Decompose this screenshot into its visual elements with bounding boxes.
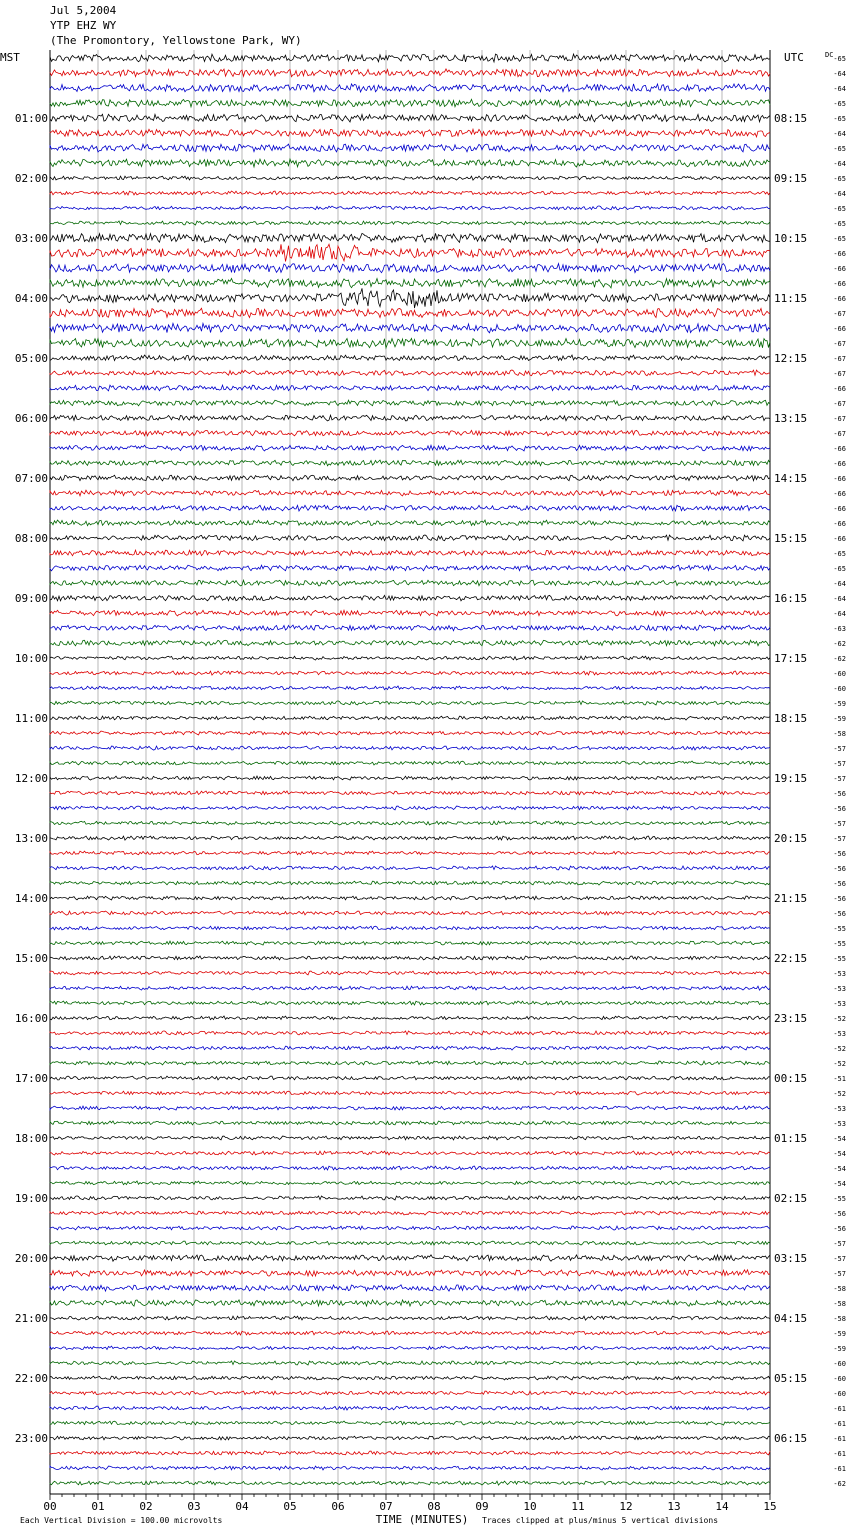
trace-row: [50, 776, 770, 780]
x-tick-label: 15: [763, 1500, 777, 1513]
dc-offset-label: -66: [833, 535, 846, 543]
dc-offset-label: -67: [833, 355, 846, 363]
x-tick-label: 14: [715, 1500, 729, 1513]
dc-offset-label: -64: [833, 610, 846, 618]
x-tick-label: 11: [571, 1500, 585, 1513]
trace-row: [50, 701, 770, 705]
trace-row: [50, 54, 770, 62]
trace-row: [50, 279, 770, 288]
mst-hour-label: 01:00: [14, 112, 48, 125]
trace-row: [50, 836, 770, 840]
mst-hour-label: 21:00: [14, 1312, 48, 1325]
utc-hour-label: 10:15: [774, 232, 808, 245]
trace-row: [50, 550, 770, 556]
dc-offset-label: -56: [833, 1210, 846, 1218]
dc-offset-label: -66: [833, 250, 846, 258]
dc-offset-label: -58: [833, 730, 846, 738]
date-title: Jul 5,2004: [50, 4, 117, 17]
trace-row: [50, 1016, 770, 1020]
dc-offset-label: -56: [833, 790, 846, 798]
mst-hour-label: 14:00: [14, 892, 48, 905]
dc-offset-label: -66: [833, 295, 846, 303]
x-tick-label: 10: [523, 1500, 537, 1513]
trace-row: [50, 671, 770, 675]
trace-row: [50, 926, 770, 930]
utc-hour-label: 06:15: [774, 1432, 808, 1445]
trace-row: [50, 505, 770, 511]
dc-offset-label: -56: [833, 850, 846, 858]
trace-row: [50, 1001, 770, 1005]
trace-row: [50, 565, 770, 571]
dc-offset-label: -66: [833, 280, 846, 288]
dc-offset-label: -67: [833, 400, 846, 408]
trace-row: [50, 1361, 770, 1365]
trace-row: [50, 881, 770, 885]
dc-offset-label: -64: [833, 595, 846, 603]
dc-offset-label: -67: [833, 340, 846, 348]
trace-row: [50, 69, 770, 77]
utc-hour-label: 05:15: [774, 1372, 808, 1385]
trace-row: [50, 986, 770, 990]
dc-offset-label: -61: [833, 1405, 846, 1413]
trace-row: [50, 1481, 770, 1485]
utc-hour-label: 03:15: [774, 1252, 808, 1265]
mst-hour-label: 02:00: [14, 172, 48, 185]
dc-offset-label: -57: [833, 1240, 846, 1248]
dc-offset-label: -53: [833, 1000, 846, 1008]
dc-offset-label: -59: [833, 1345, 846, 1353]
trace-row: [50, 896, 770, 900]
dc-offset-label: -57: [833, 835, 846, 843]
dc-offset-label: -60: [833, 685, 846, 693]
dc-offset-label: -66: [833, 265, 846, 273]
trace-row: [50, 1166, 770, 1170]
dc-offset-label: -62: [833, 655, 846, 663]
trace-row: [50, 911, 770, 915]
trace-row: [50, 731, 770, 735]
dc-offset-label: -57: [833, 745, 846, 753]
dc-offset-label: -66: [833, 445, 846, 453]
utc-hour-label: 08:15: [774, 112, 808, 125]
dc-offset-label: -52: [833, 1015, 846, 1023]
dc-offset-label: -55: [833, 1195, 846, 1203]
utc-axis-label: UTC: [784, 51, 804, 64]
dc-offset-label: -55: [833, 925, 846, 933]
mst-hour-label: 11:00: [14, 712, 48, 725]
trace-row: [50, 264, 770, 273]
trace-row: [50, 370, 770, 376]
utc-hour-label: 00:15: [774, 1072, 808, 1085]
dc-offset-label: -54: [833, 1135, 846, 1143]
trace-row: [50, 400, 770, 406]
trace-row: [50, 821, 770, 825]
dc-offset-label: -56: [833, 865, 846, 873]
trace-row: [50, 1241, 770, 1245]
mst-hour-label: 22:00: [14, 1372, 48, 1385]
trace-row: [50, 176, 770, 180]
mst-hour-label: 06:00: [14, 412, 48, 425]
utc-hour-label: 16:15: [774, 592, 808, 605]
utc-hour-label: 18:15: [774, 712, 808, 725]
trace-row: [50, 580, 770, 586]
dc-offset-label: -66: [833, 520, 846, 528]
dc-offset-label: -65: [833, 235, 846, 243]
trace-row: [50, 971, 770, 975]
mst-axis-label: MST: [0, 51, 20, 64]
dc-offset-label: -61: [833, 1465, 846, 1473]
trace-row: [50, 520, 770, 526]
trace-row: [50, 640, 770, 646]
dc-offset-label: -64: [833, 580, 846, 588]
mst-hour-label: 04:00: [14, 292, 48, 305]
trace-row: [50, 1451, 770, 1455]
dc-offset-label: -64: [833, 130, 846, 138]
dc-offset-label: -52: [833, 1045, 846, 1053]
dc-offset-label: -61: [833, 1450, 846, 1458]
dc-offset-label: -65: [833, 145, 846, 153]
trace-row: [50, 1406, 770, 1410]
trace-row: [50, 1270, 770, 1277]
dc-offset-label: -60: [833, 670, 846, 678]
trace-row: [50, 761, 770, 765]
x-tick-label: 03: [187, 1500, 201, 1513]
dc-offset-label: -60: [833, 1390, 846, 1398]
trace-row: [50, 1421, 770, 1425]
dc-offset-label: -59: [833, 715, 846, 723]
dc-offset-label: -67: [833, 310, 846, 318]
scale-note: Each Vertical Division = 100.00 microvolts: [20, 1516, 223, 1525]
dc-offset-label: -67: [833, 430, 846, 438]
mst-hour-label: 18:00: [14, 1132, 48, 1145]
dc-offset-label: -60: [833, 1360, 846, 1368]
utc-hour-label: 14:15: [774, 472, 808, 485]
trace-row: [50, 595, 770, 600]
dc-offset-label: -53: [833, 985, 846, 993]
dc-offset-label: -53: [833, 1105, 846, 1113]
trace-row: [50, 686, 770, 690]
x-tick-label: 08: [427, 1500, 441, 1513]
mst-hour-label: 12:00: [14, 772, 48, 785]
trace-row: [50, 1136, 770, 1140]
dc-offset-label: -57: [833, 760, 846, 768]
trace-row: [50, 233, 770, 242]
clip-note: Traces clipped at plus/minus 5 vertical divisions: [482, 1516, 719, 1525]
x-tick-label: 01: [91, 1500, 105, 1513]
dc-offset-label: -64: [833, 160, 846, 168]
trace-row: [50, 385, 770, 391]
x-tick-label: 13: [667, 1500, 681, 1513]
dc-offset-label: -61: [833, 1420, 846, 1428]
mst-hour-label: 10:00: [14, 652, 48, 665]
dc-label: DC: [825, 51, 834, 59]
dc-offset-label: -65: [833, 55, 846, 63]
mst-hour-label: 13:00: [14, 832, 48, 845]
trace-row: [50, 308, 770, 317]
trace-row: [50, 338, 770, 348]
trace-row: [50, 1466, 770, 1470]
trace-row: [50, 430, 770, 435]
dc-offset-label: -62: [833, 640, 846, 648]
dc-offset-label: -53: [833, 970, 846, 978]
trace-row: [50, 806, 770, 810]
dc-offset-label: -52: [833, 1060, 846, 1068]
trace-row: [50, 1300, 770, 1306]
utc-hour-label: 20:15: [774, 832, 808, 845]
dc-offset-label: -65: [833, 565, 846, 573]
dc-offset-label: -64: [833, 190, 846, 198]
trace-row: [50, 956, 770, 960]
dc-offset-label: -65: [833, 175, 846, 183]
trace-row: [50, 746, 770, 750]
dc-offset-label: -55: [833, 955, 846, 963]
trace-row: [50, 1076, 770, 1080]
trace-row: [50, 866, 770, 870]
dc-offset-label: -53: [833, 1120, 846, 1128]
dc-offset-label: -57: [833, 1270, 846, 1278]
dc-offset-label: -56: [833, 910, 846, 918]
x-axis-title: TIME (MINUTES): [375, 1513, 469, 1526]
dc-offset-label: -57: [833, 1255, 846, 1263]
x-tick-label: 09: [475, 1500, 489, 1513]
trace-row: [50, 129, 770, 137]
trace-row: [50, 791, 770, 795]
utc-hour-label: 22:15: [774, 952, 808, 965]
trace-row: [50, 1196, 770, 1200]
trace-row: [50, 288, 770, 308]
trace-row: [50, 1255, 770, 1261]
x-tick-label: 00: [43, 1500, 57, 1513]
dc-offset-label: -58: [833, 1285, 846, 1293]
trace-row: [50, 84, 770, 92]
trace-row: [50, 114, 770, 122]
dc-offset-label: -51: [833, 1075, 846, 1083]
utc-hour-label: 21:15: [774, 892, 808, 905]
utc-hour-label: 13:15: [774, 412, 808, 425]
trace-row: [50, 1106, 770, 1110]
trace-row: [50, 415, 770, 421]
dc-offset-label: -55: [833, 940, 846, 948]
dc-offset-label: -56: [833, 880, 846, 888]
dc-offset-label: -66: [833, 490, 846, 498]
dc-offset-label: -54: [833, 1165, 846, 1173]
trace-row: [50, 206, 770, 210]
trace-row: [50, 1331, 770, 1335]
trace-row: [50, 1151, 770, 1155]
mst-hour-label: 03:00: [14, 232, 48, 245]
utc-hour-label: 19:15: [774, 772, 808, 785]
mst-hour-label: 17:00: [14, 1072, 48, 1085]
dc-offset-label: -61: [833, 1435, 846, 1443]
dc-offset-label: -56: [833, 895, 846, 903]
dc-offset-label: -56: [833, 805, 846, 813]
dc-offset-label: -57: [833, 775, 846, 783]
dc-offset-label: -59: [833, 700, 846, 708]
dc-offset-label: -56: [833, 1225, 846, 1233]
trace-row: [50, 656, 770, 660]
mst-hour-label: 09:00: [14, 592, 48, 605]
dc-offset-label: -58: [833, 1300, 846, 1308]
trace-row: [50, 1031, 770, 1035]
x-tick-label: 06: [331, 1500, 345, 1513]
utc-hour-label: 02:15: [774, 1192, 808, 1205]
trace-row: [50, 221, 770, 225]
trace-row: [50, 475, 770, 481]
dc-offset-label: -65: [833, 220, 846, 228]
dc-offset-label: -53: [833, 1030, 846, 1038]
trace-row: [50, 159, 770, 167]
dc-offset-label: -66: [833, 475, 846, 483]
utc-hour-label: 23:15: [774, 1012, 808, 1025]
x-tick-label: 02: [139, 1500, 153, 1513]
dc-offset-label: -66: [833, 505, 846, 513]
dc-offset-label: -66: [833, 385, 846, 393]
trace-row: [50, 1181, 770, 1185]
dc-offset-label: -64: [833, 85, 846, 93]
x-tick-label: 07: [379, 1500, 393, 1513]
dc-offset-label: -65: [833, 205, 846, 213]
dc-offset-label: -67: [833, 370, 846, 378]
trace-row: [50, 1316, 770, 1320]
dc-offset-label: -59: [833, 1330, 846, 1338]
dc-offset-label: -62: [833, 1480, 846, 1488]
trace-row: [50, 460, 770, 466]
x-tick-label: 12: [619, 1500, 633, 1513]
utc-hour-label: 11:15: [774, 292, 808, 305]
trace-row: [50, 1346, 770, 1350]
mst-hour-label: 23:00: [14, 1432, 48, 1445]
dc-offset-label: -67: [833, 415, 846, 423]
trace-row: [50, 1436, 770, 1440]
dc-offset-label: -52: [833, 1090, 846, 1098]
trace-row: [50, 191, 770, 195]
trace-row: [50, 1285, 770, 1291]
dc-offset-label: -63: [833, 625, 846, 633]
mst-hour-label: 15:00: [14, 952, 48, 965]
dc-offset-label: -58: [833, 1315, 846, 1323]
trace-row: [50, 144, 770, 152]
dc-offset-label: -65: [833, 115, 846, 123]
utc-hour-label: 12:15: [774, 352, 808, 365]
trace-row: [50, 941, 770, 945]
trace-row: [50, 445, 770, 451]
utc-hour-label: 04:15: [774, 1312, 808, 1325]
utc-hour-label: 01:15: [774, 1132, 808, 1145]
trace-row: [50, 1091, 770, 1095]
trace-row: [50, 323, 770, 332]
utc-hour-label: 09:15: [774, 172, 808, 185]
trace-row: [50, 490, 770, 496]
trace-row: [50, 1121, 770, 1125]
dc-offset-label: -60: [833, 1375, 846, 1383]
x-tick-label: 04: [235, 1500, 249, 1513]
seismic-traces: [50, 54, 770, 1485]
dc-offset-label: -66: [833, 460, 846, 468]
utc-hour-label: 15:15: [774, 532, 808, 545]
mst-hour-label: 07:00: [14, 472, 48, 485]
dc-offset-label: -66: [833, 325, 846, 333]
mst-hour-label: 19:00: [14, 1192, 48, 1205]
location-title: (The Promontory, Yellowstone Park, WY): [50, 34, 302, 47]
trace-row: [50, 535, 770, 541]
mst-hour-label: 08:00: [14, 532, 48, 545]
mst-hour-label: 20:00: [14, 1252, 48, 1265]
dc-offset-label: -65: [833, 550, 846, 558]
trace-row: [50, 1046, 770, 1050]
station-title: YTP EHZ WY: [50, 19, 117, 32]
dc-offset-label: -65: [833, 100, 846, 108]
utc-hour-label: 17:15: [774, 652, 808, 665]
dc-offset-label: -64: [833, 70, 846, 78]
trace-row: [50, 625, 770, 631]
trace-row: [50, 1226, 770, 1230]
axis-labels: [0, 51, 846, 1526]
mst-hour-label: 16:00: [14, 1012, 48, 1025]
dc-offset-label: -54: [833, 1180, 846, 1188]
trace-row: [50, 1061, 770, 1065]
dc-offset-label: -57: [833, 820, 846, 828]
trace-row: [50, 716, 770, 720]
dc-offset-label: -54: [833, 1150, 846, 1158]
trace-row: [50, 99, 770, 107]
x-tick-label: 05: [283, 1500, 297, 1513]
trace-row: [50, 1376, 770, 1380]
trace-row: [50, 355, 770, 361]
trace-row: [50, 1211, 770, 1215]
trace-row: [50, 1391, 770, 1395]
mst-hour-label: 05:00: [14, 352, 48, 365]
trace-row: [50, 244, 770, 261]
trace-row: [50, 610, 770, 616]
trace-row: [50, 851, 770, 855]
